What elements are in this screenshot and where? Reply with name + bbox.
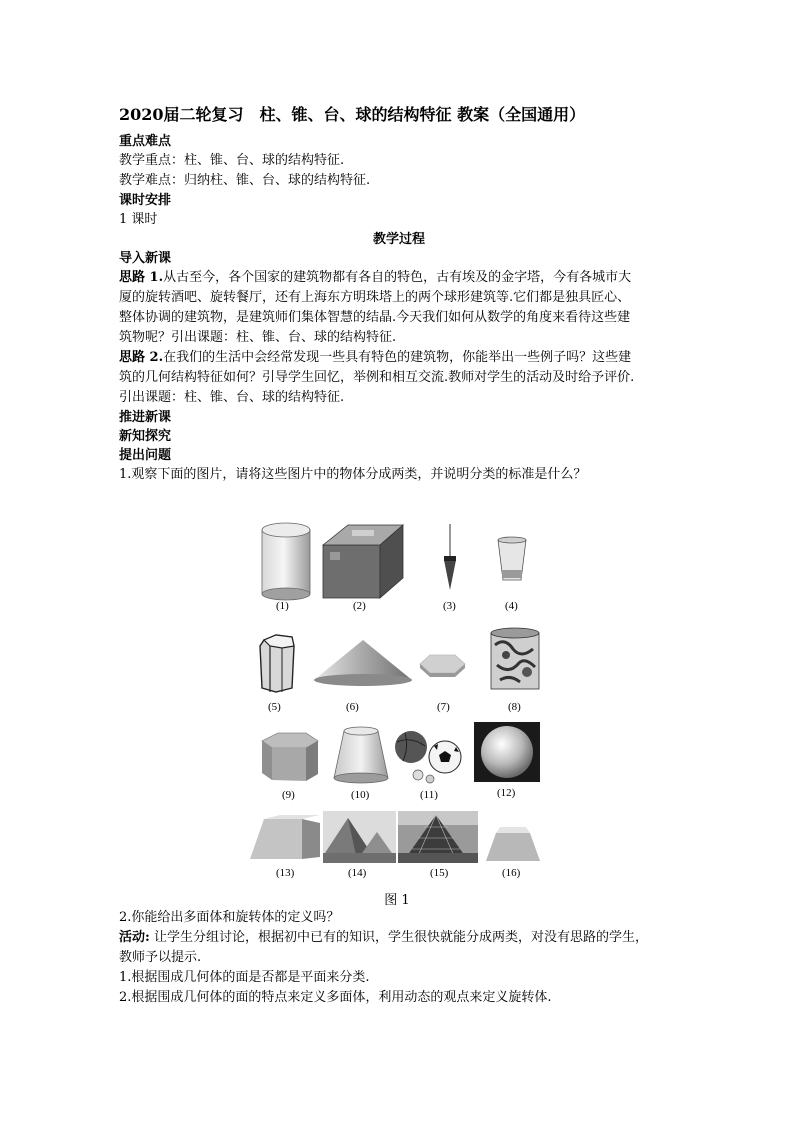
figure-label: (12) [497,787,516,799]
section-heading-explore: 新知探究 [119,429,172,444]
solid-square-frustum [486,827,540,861]
figure-label: (2) [353,600,366,612]
section-heading-new: 推进新课 [119,410,172,425]
question-1: 1.观察下面的图片，请将这些图片中的物体分成两类，并说明分类的标准是什么？ [119,467,587,482]
figure-label: (3) [443,600,456,612]
schedule-line: 1 课时 [119,212,158,227]
section-heading-schedule: 课时安排 [119,193,172,208]
figure-label: (8) [508,701,521,713]
solid-cylinder [262,523,310,600]
idea1-line3: 整体协调的建筑物，是建筑师们集体智慧的结晶.今天我们如何从数学的角度来看待这些建 [119,310,631,325]
document-body-continued [119,908,679,1008]
solid-hex-slab [420,655,465,677]
solid-cup [498,537,526,580]
question-2: 2.你能给出多面体和旋转体的定义吗？ [119,910,340,925]
solid-decorated-jar [491,628,539,689]
figure-label: (10) [351,789,370,801]
photo-pyramids [323,811,396,863]
idea2-line1: 思路 2.在我们的生活中会经常发现一些具有特色的建筑物，你能举出一些例子吗？这些建 [119,350,632,365]
idea2-line2: 筑的几何结构特征如何？引导学生回忆，举例和相互交流.教师对学生的活动及时给予评价. [119,370,635,385]
figure-label: (1) [276,600,289,612]
figure-label: (6) [346,701,359,713]
activity-line2: 教师予以提示. [119,950,202,965]
figure-label: (9) [282,789,295,801]
figure-caption: 图 1 [384,893,410,908]
figure-label: (11) [420,789,438,801]
section-heading-intro: 导入新课 [119,251,172,266]
idea1-line2: 厦的旋转酒吧、旋转餐厅，还有上海东方明珠塔上的两个球形建筑等.它们都是独具匠心、 [119,290,631,305]
solid-cone [314,640,412,686]
solid-pyramid-frustum [250,815,320,859]
figure-label: (5) [268,701,281,713]
difficult-point-line: 教学难点：归纳柱、锥、台、球的结构特征. [119,173,371,188]
activity-label: 活动: [119,930,150,945]
solid-box [323,525,403,598]
idea2-line3: 引出课题：柱、锥、台、球的结构特征. [119,390,345,405]
figure-label: (16) [502,867,521,879]
key-point-line: 教学重点：柱、锥、台、球的结构特征. [119,153,345,168]
hint-1: 1.根据围成几何体的面是否都是平面来分类. [119,970,370,985]
idea1-line4: 筑物呢？引出课题：柱、锥、台、球的结构特征. [119,330,397,345]
idea2-label: 思路 2. [119,350,164,365]
section-heading-questions: 提出问题 [119,448,172,463]
idea1-line1: 思路 1.从古至今，各个国家的建筑物都有各自的特色，古有埃及的金字塔，今有各城市大 [119,270,632,285]
figure-label: (13) [276,867,295,879]
solid-cone-frustum [334,727,388,783]
figure-label: (4) [505,600,518,612]
solid-balls [395,731,461,783]
process-title: 教学过程 [372,232,425,247]
solid-hexagonal-prism [260,635,294,692]
section-heading-key-points: 重点难点 [119,134,172,149]
solid-sphere [474,722,540,782]
activity-line1: 活动: 让学生分组讨论，根据初中已有的知识，学生很快就能分成两类，对没有思路的学生， [119,930,648,945]
solid-pentagonal-prism [262,733,318,781]
hint-2: 2.根据围成几何体的面的特点来定义多面体，利用动态的观点来定义旋转体. [119,990,552,1005]
figure-label: (14) [348,867,367,879]
document-body [119,104,679,485]
idea1-label: 思路 1. [119,270,164,285]
photo-glass-pyramid [398,811,478,863]
figure-label: (15) [430,867,449,879]
document-title: 2020届二轮复习 柱、锥、台、球的结构特征 教案（全国通用） [119,105,586,124]
figure-label: (7) [437,701,450,713]
solid-plumb-bob [444,524,456,590]
